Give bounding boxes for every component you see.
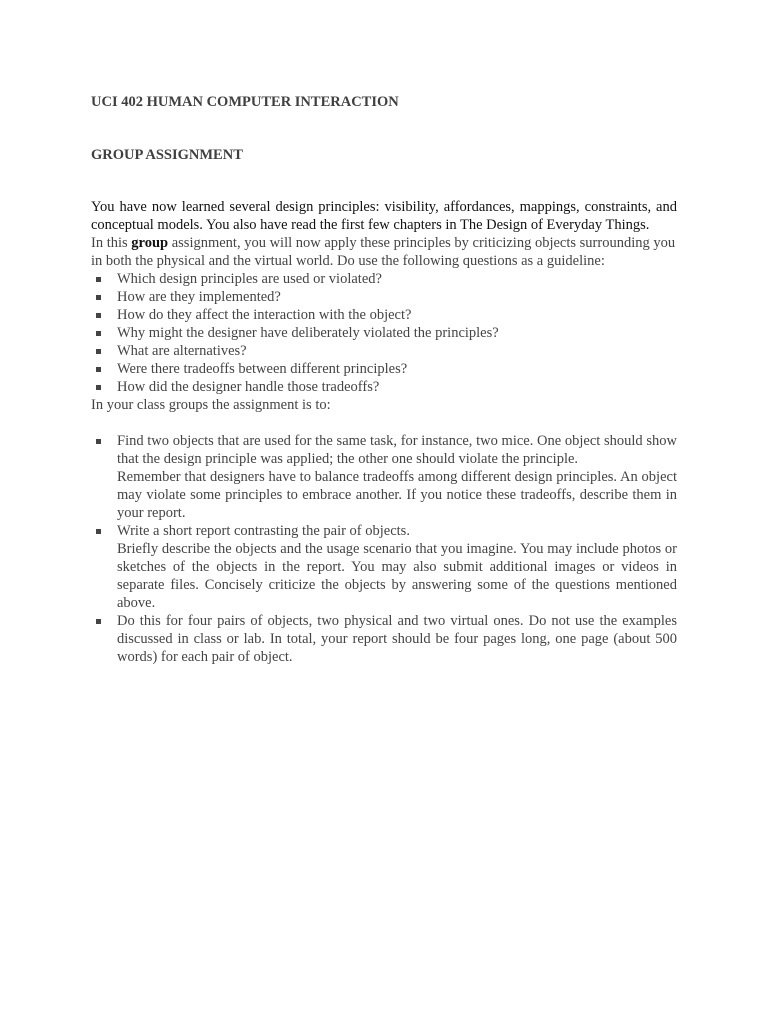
list-item: How are they implemented? <box>91 288 677 306</box>
list-item: How did the designer handle those tradeoffs? <box>91 378 677 396</box>
task-text: Remember that designers have to balance tradeoffs among different design principles. An object may violate some principles to embrace another. If you notice these tradeoffs, describe them in your report. <box>117 469 677 521</box>
list-item: What are alternatives? <box>91 342 677 360</box>
list-item: How do they affect the interaction with the object? <box>91 306 677 324</box>
course-title: UCI 402 HUMAN COMPUTER INTERACTION <box>91 94 399 110</box>
list-item <box>91 612 677 666</box>
group-paragraph-bold: group <box>131 235 169 251</box>
intro-paragraph: You have now learned several design principles: visibility, affordances, mappings, constraints, and conceptual models. You also have read the first few chapters in The Design of Everyday Things. <box>91 199 677 233</box>
group-paragraph-prefix: In this <box>91 235 132 251</box>
task-list <box>91 432 677 666</box>
spacer <box>91 414 677 432</box>
class-groups-line: In your class groups the assignment is to: <box>91 397 331 413</box>
task-text: Briefly describe the objects and the usage scenario that you imagine. You may include photos or sketches of the objects in the report. You may also submit additional images or videos in separate files. Concisely criticize the objects by answering some of the questions mentioned above. <box>117 541 677 611</box>
task-text: Write a short report contrasting the pair of objects. <box>117 523 410 539</box>
list-item: Which design principles are used or violated? <box>91 270 677 288</box>
list-item <box>91 432 677 522</box>
question-list <box>91 270 677 396</box>
group-paragraph-rest: assignment, you will now apply these principles by criticizing objects surrounding you in both the physical and the virtual world. Do use the following questions as a guideline: <box>91 235 676 269</box>
group-paragraph <box>91 234 677 270</box>
list-item: Were there tradeoffs between different principles? <box>91 360 677 378</box>
assignment-title: GROUP ASSIGNMENT <box>91 147 243 163</box>
task-text: Find two objects that are used for the same task, for instance, two mice. One object should show that the design principle was applied; the other one should violate the principle. <box>117 433 677 467</box>
document-body <box>91 93 677 666</box>
list-item: Why might the designer have deliberately violated the principles? <box>91 324 677 342</box>
list-item <box>91 522 677 612</box>
task-text: Do this for four pairs of objects, two physical and two virtual ones. Do not use the examples discussed in class or lab. In total, your report should be four pages long, one page (about 500 words) for each pair of object. <box>117 613 677 665</box>
